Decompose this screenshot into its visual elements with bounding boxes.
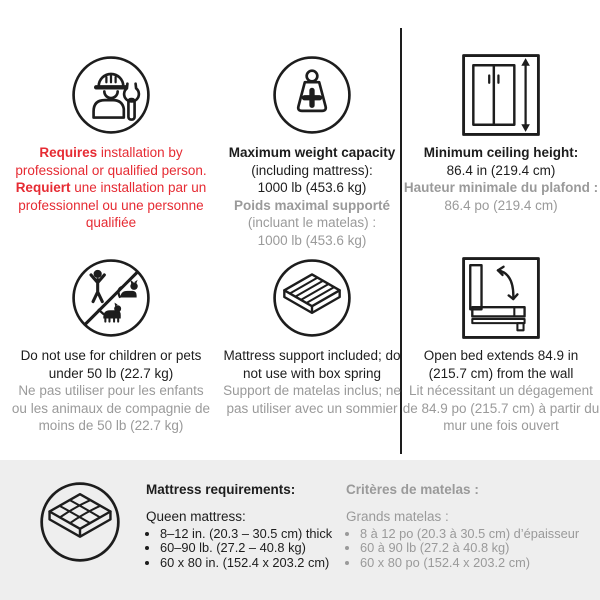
requirements-en-subtitle: Queen mattress:: [146, 509, 246, 524]
requirements-en: [146, 482, 333, 570]
requirements-fr-list: [346, 527, 586, 570]
support-fr-line1: Support de matelas inclus; ne: [223, 383, 401, 398]
requirements-fr: [346, 482, 586, 570]
weight-fr-line3: 1000 lb (453.6 kg): [257, 232, 367, 248]
requirement-en-item: • 60 x 80 in. (152.4 x 203.2 cm): [160, 556, 328, 570]
weight-en-line2: (including mattress):: [251, 162, 373, 178]
ceiling-en-title: Minimum ceiling height:: [423, 145, 579, 160]
openbed-fr-line1: Lit nécessitant un dégagement: [409, 383, 593, 398]
support-en-line1: Mattress support included; do: [223, 348, 401, 363]
block-weight-capacity: [222, 0, 402, 248]
weight-en-line3: 1000 lb (453.6 kg): [257, 180, 367, 195]
ceiling-fr-line2: 86.4 po (219.4 cm): [444, 197, 558, 213]
ceiling-en-line2: 86.4 in (219.4 cm): [446, 162, 556, 178]
installation-fr-bold: Requiert: [15, 180, 71, 195]
requirements-en-title: Mattress requirements:: [146, 482, 296, 497]
children-en-line1: Do not use for children or pets: [20, 348, 202, 363]
requirements-fr-subtitle: Grands matelas :: [346, 509, 449, 524]
mattress-requirements-section: [0, 460, 600, 600]
children-pets-text: [12, 347, 210, 435]
support-en-line2: not use with box spring: [242, 365, 382, 381]
children-fr-line3: moins de 50 lb (22.7 kg): [38, 418, 184, 433]
open-bed-text: [403, 347, 600, 435]
block-no-children-pets: [0, 240, 222, 460]
weight-text: [229, 144, 396, 249]
installation-text: [15, 144, 206, 232]
weight-fr-line2: (incluant le matelas) :: [247, 215, 377, 230]
no-children-pets-icon: [70, 257, 152, 339]
installation-en-line2: professional or qualified person.: [15, 162, 207, 178]
openbed-en-line1: Open bed extends 84.9 in: [423, 348, 579, 363]
ceiling-fr-title: Hauteur minimale du plafond :: [403, 180, 599, 195]
open-bed-icon: [460, 257, 542, 339]
requirement-en-item: • 60–90 lb. (27.2 – 40.8 kg): [160, 541, 328, 555]
installation-en-bold: Requires: [39, 145, 98, 160]
weight-capacity-icon: [271, 54, 353, 136]
requirement-en-item: • 8–12 in. (20.3 – 30.5 cm) thick: [160, 527, 328, 541]
installation-fr-rest: une installation par un: [70, 180, 207, 195]
block-open-bed: [402, 240, 600, 460]
weight-en-title: Maximum weight capacity: [228, 145, 396, 160]
children-fr-line1: Ne pas utiliser pour les enfants: [18, 383, 204, 398]
mattress-icon: [38, 480, 122, 564]
weight-fr-title: Poids maximal supporté: [233, 197, 391, 213]
requirements-en-list: [146, 526, 333, 570]
requirement-fr-item: • 60 à 90 lb (27.2 à 40.8 kg): [360, 541, 586, 555]
block-ceiling-height: [402, 0, 600, 240]
ceiling-height-icon: [460, 54, 542, 136]
block-mattress-support: [222, 240, 402, 460]
installation-fr-line3: qualifiée: [85, 215, 137, 230]
openbed-fr-line3: mur une fois ouvert: [443, 418, 559, 433]
requirement-fr-item: • 60 x 80 po (152.4 x 203.2 cm): [360, 556, 586, 570]
requirement-fr-item: • 8 à 12 po (20.3 à 30.5 cm) d’épaisseur: [360, 527, 586, 541]
mattress-support-icon: [271, 257, 353, 339]
installation-fr-line2: professionnel ou une personne: [18, 197, 204, 213]
openbed-en-line2: (215.7 cm) from the wall: [428, 365, 574, 381]
requirements-fr-title: Critères de matelas :: [346, 482, 479, 497]
support-fr-line2: pas utiliser avec un sommier: [226, 400, 398, 416]
openbed-fr-line2: de 84.9 po (215.7 cm) à partir du: [402, 400, 600, 416]
block-installation: [0, 0, 222, 240]
children-en-line2: under 50 lb (22.7 kg): [48, 365, 174, 381]
installer-icon: [70, 54, 152, 136]
children-fr-line2: ou les animaux de compagnie de: [11, 400, 211, 416]
ceiling-text: [404, 144, 598, 214]
mattress-support-text: [223, 347, 401, 417]
installation-en-rest: installation by: [97, 145, 183, 160]
